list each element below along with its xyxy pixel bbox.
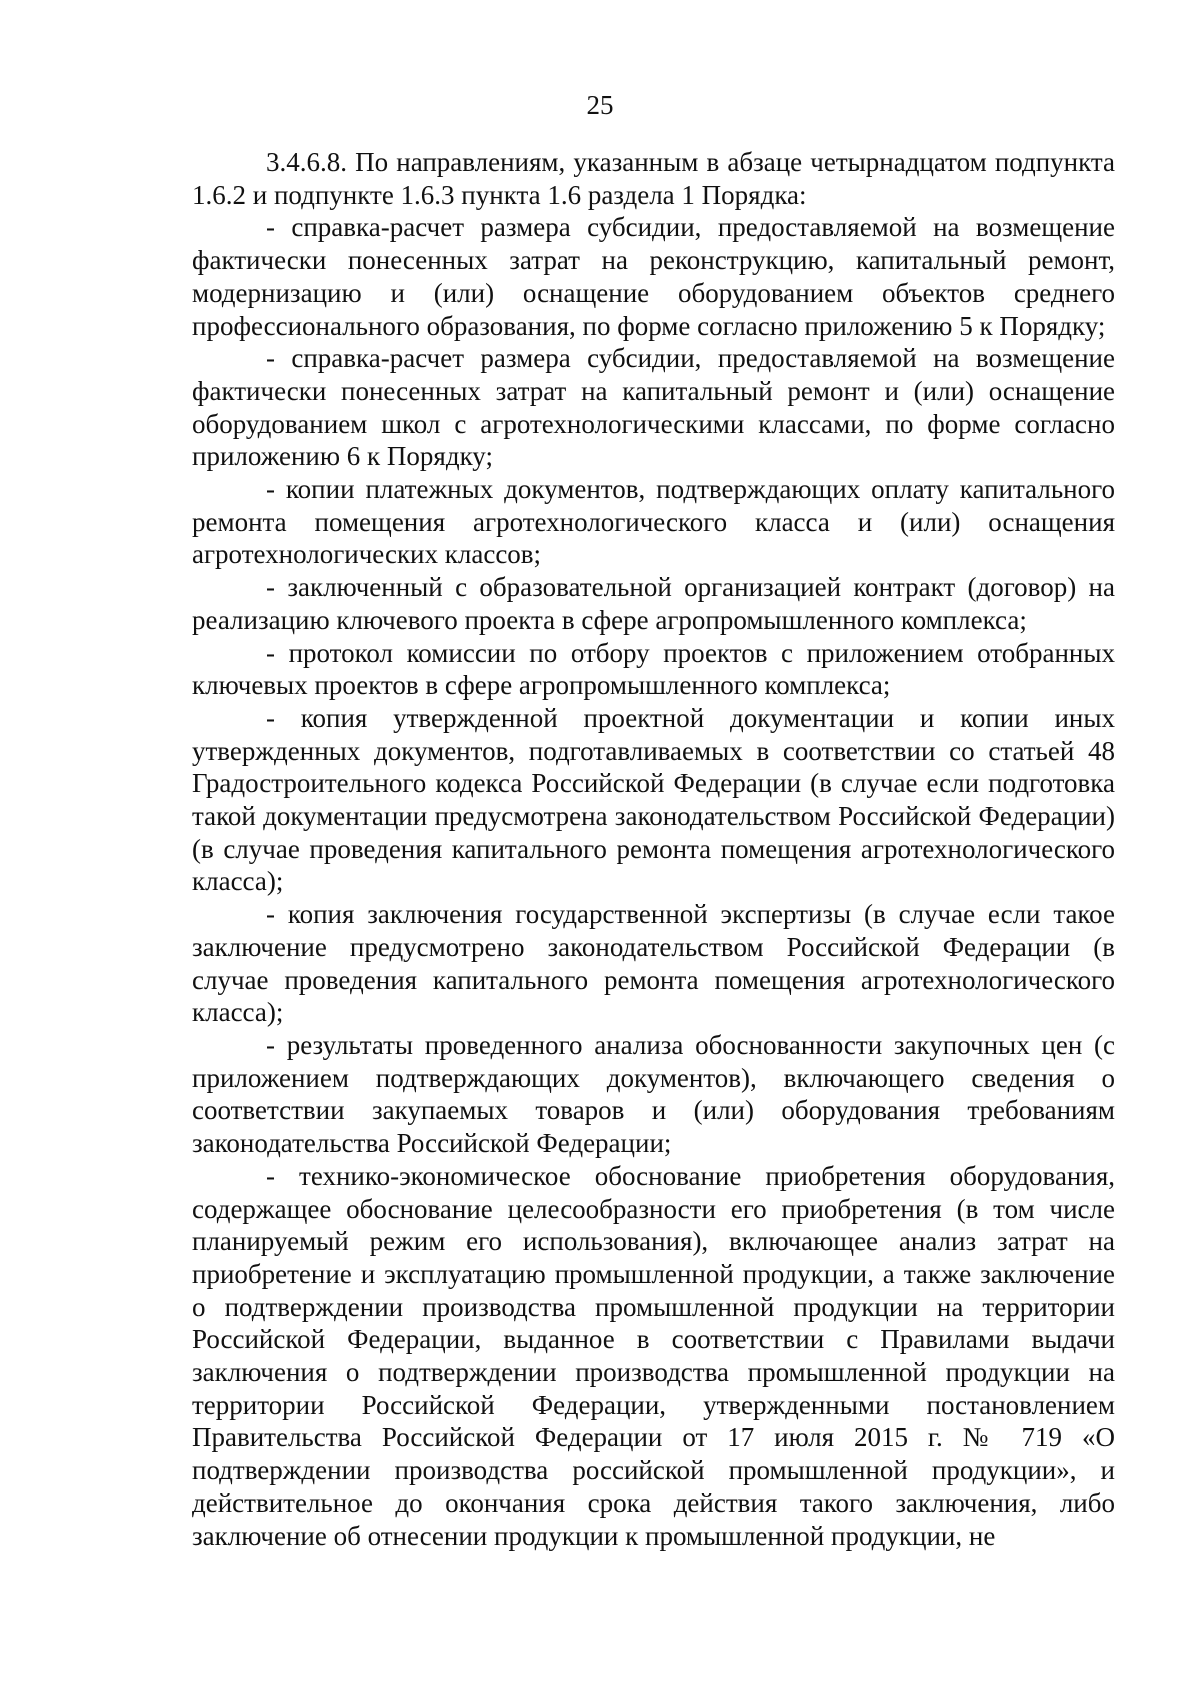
paragraph-item-state-expertise: - копия заключения государственной экспертизы (в случае если такое заключение предусмотрено законодательством Российской Федерации (в случае проведения капитального ремонта помещения агротехнологического класса); — [192, 899, 1115, 1028]
paragraph-item-commission-protocol: - протокол комиссии по отбору проектов с приложением отобранных ключевых проектов в сфере агропромышленного комплекса; — [192, 637, 1115, 701]
paragraph-item-school-calculation: - справка-расчет размера субсидии, предоставляемой на возмещение фактически понесенных затрат на капитальный ремонт и (или) оснащение оборудованием школ с агротехнологическими классами, по форме согласно приложению 6 к Порядку; — [192, 343, 1115, 472]
paragraph-item-spo-calculation: - справка-расчет размера субсидии, предоставляемой на возмещение фактически понесенных затрат на реконструкцию, капитальный ремонт, модернизацию и (или) оснащение оборудованием объектов среднего профессионального образования, по форме согласно приложению 5 к Порядку; — [192, 212, 1115, 341]
paragraph-item-contract: - заключенный с образовательной организацией контракт (договор) на реализацию ключевого проекта в сфере агропромышленного комплекса; — [192, 572, 1115, 635]
paragraph-section-heading: 3.4.6.8. По направлениям, указанным в абзаце четырнадцатом подпункта 1.6.2 и подпункте 1.6.3 пункта 1.6 раздела 1 Порядка: — [192, 147, 1115, 210]
paragraph-item-feasibility-study: - технико-экономическое обоснование приобретения оборудования, содержащее обоснование целесообразности его приобретения (в том числе планируемый режим его использования), включающее анализ затрат на приобретение и эксплуатацию промышленной продукции, а также заключение о подтверждении производства промышленной продукции на территории Российской Федерации, выданное в соответствии с Правилами выдачи заключения о подтверждении производства промышленной продукции на территории Российской Федерации, утвержденными постановлением Правительства Российской Федерации от 17 июля 2015 г. № 719 «О подтверждении производства российской промышленной продукции», и действительное до окончания срока действия такого заключения, либо заключение об отнесении продукции к промышленной продукции, не — [192, 1160, 1115, 1551]
paragraph-item-payment-documents: - копии платежных документов, подтверждающих оплату капитального ремонта помещения агротехнологического класса и (или) оснащения агротехнологических классов; — [192, 474, 1115, 570]
page-number: 25 — [586, 90, 614, 120]
paragraph-item-price-analysis: - результаты проведенного анализа обоснованности закупочных цен (с приложением подтверждающих документов), включающего сведения о соответствии закупаемых товаров и (или) оборудования требованиям законодательства Российской Федерации; — [192, 1029, 1115, 1159]
paragraph-item-project-documentation: - копия утвержденной проектной документации и копии иных утвержденных документов, подготавливаемых в соответствии со статьей 48 Градостроительного кодекса Российской Федерации (в случае если подготовка такой документации предусмотрена законодательством Российской Федерации) (в случае проведения капитального ремонта помещения агротехнологического класса); — [192, 702, 1115, 897]
document-body — [192, 146, 1115, 1552]
